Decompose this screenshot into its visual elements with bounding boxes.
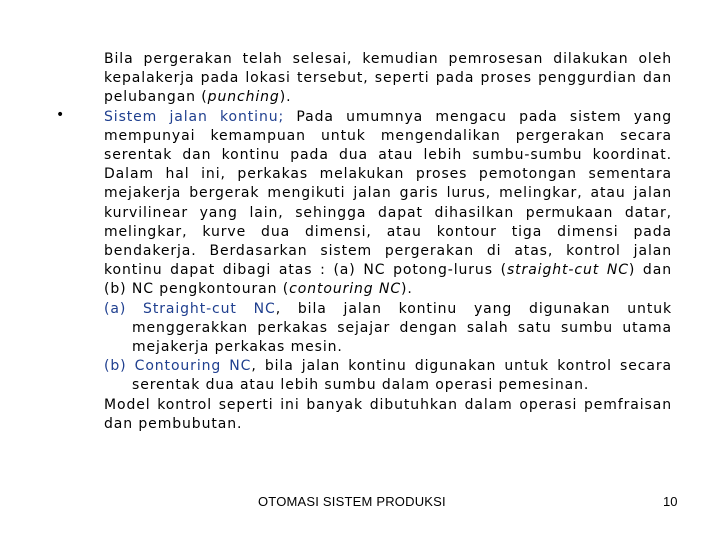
- sub-item-a-text: , bila jalan kontinu yang digunakan untuk menggerakkan perkakas sejajar dengan salah satu sumbu utama mejakerja perkakas mesin.: [132, 300, 672, 356]
- bullet-paragraph: [104, 108, 672, 300]
- sub-item-a-marker: (a): [104, 300, 127, 317]
- sub-item-b-term: Contouring NC: [134, 358, 252, 375]
- bullet-text: Pada umumnya mengacu pada sistem yang mempunyai kemampuan untuk mengendalikan pergerakan secara serentak dan kontinu pada dua atau lebih sumbu-sumbu koordinat. Dalam hal ini, perkakas melakukan proses pemotongan sementara mejakerja bergerak mengikuti jalan garis lurus, melingkar, atau jalan kurvilinear yang lain, sehingga dapat dihasilkan permukaan datar, melingkar, kurve dua dimensi, atau kontour tiga dimensi pada bendakerja. Berdasarkan sistem pergerakan di atas, kontrol jalan kontinu dapat dibagi atas : (a) NC potong-lurus (: [104, 108, 673, 279]
- bullet-icon: •: [56, 107, 65, 123]
- closing-paragraph: Model kontrol seperti ini banyak dibutuhkan dalam operasi pemfraisan dan pembubutan.: [104, 396, 672, 432]
- contouring-term: contouring NC: [289, 281, 401, 298]
- sub-item-a-term: Straight-cut NC: [143, 300, 276, 317]
- footer-title: OTOMASI SISTEM PRODUKSI: [258, 494, 446, 509]
- bullet-end: ).: [401, 281, 413, 298]
- sub-item-b: [104, 357, 672, 395]
- intro-text: Bila pergerakan telah selesai, kemudian pemrosesan dilakukan oleh kepalakerja pada lokasi tersebut, seperti pada proses penggurdian dan pelubangan (: [104, 51, 672, 106]
- body-text: [104, 50, 672, 434]
- page-number: 10: [663, 494, 678, 509]
- intro-paragraph: [104, 50, 672, 108]
- bullet-term: Sistem jalan kontinu;: [104, 108, 285, 125]
- bullet-mid: ) dan (b) NC pengkontouran (: [104, 262, 672, 298]
- sub-item-a: [104, 300, 672, 358]
- intro-end: ).: [279, 89, 292, 106]
- sub-item-b-marker: (b): [104, 358, 127, 375]
- punching-term: punching: [207, 89, 280, 106]
- sub-item-b-text: , bila jalan kontinu digunakan untuk kontrol secara serentak dua atau lebih sumbu dalam operasi pemesinan.: [132, 358, 672, 394]
- straight-cut-term: straight-cut NC: [506, 262, 629, 279]
